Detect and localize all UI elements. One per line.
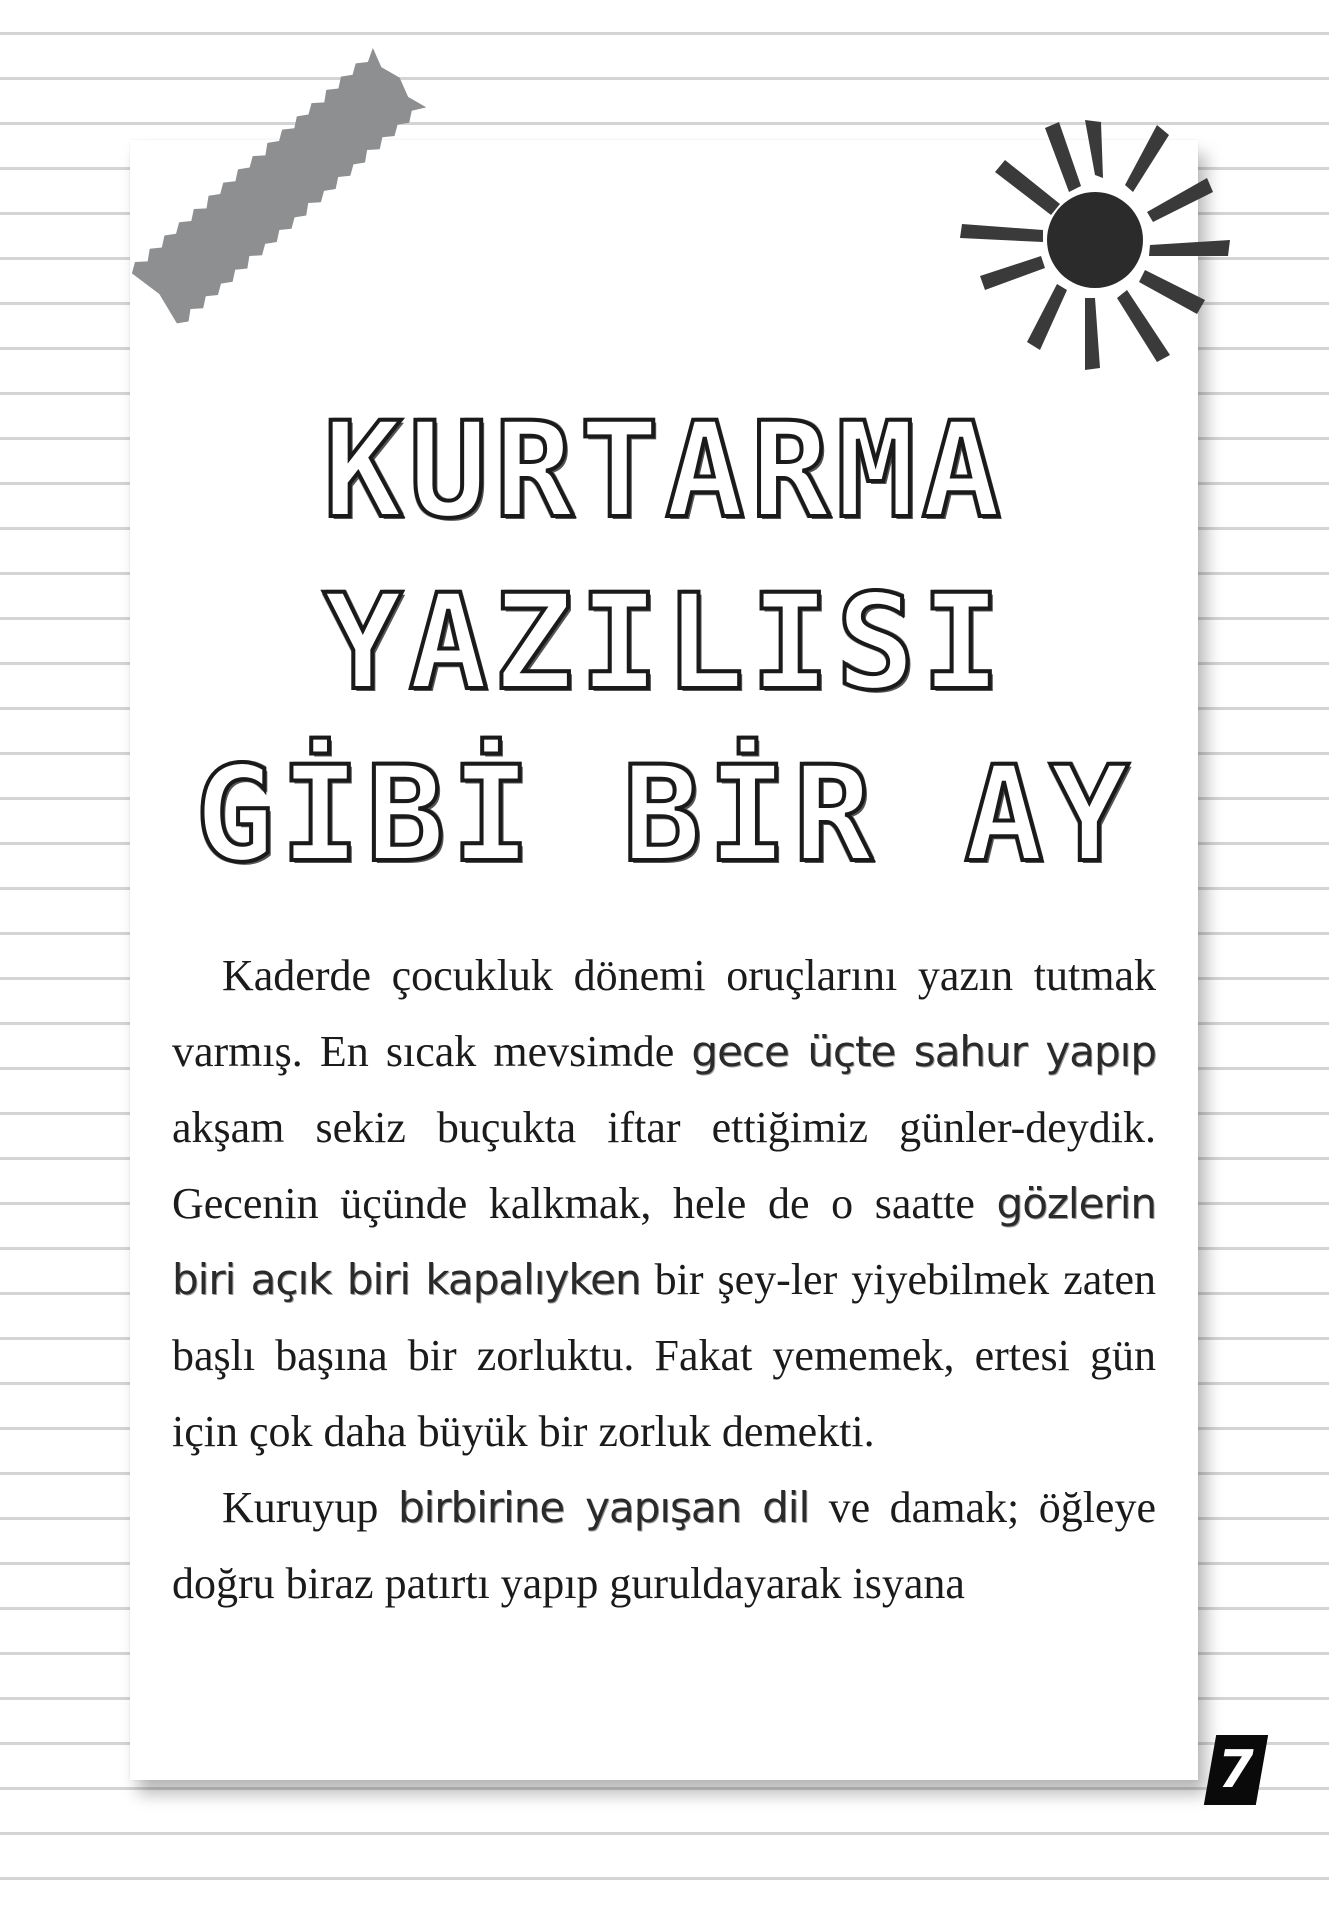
body-text	[172, 938, 1156, 1622]
page-number: 7	[1204, 1735, 1268, 1805]
paragraph-1-text-a: Kaderde çocukluk dönemi oruçlarını yazın tutmak varmış. En sıcak mevsimde	[172, 951, 1156, 1076]
sun-icon	[935, 100, 1235, 380]
handwritten-phrase-2: gözlerin biri açık biri kapalıyken	[172, 1179, 1156, 1304]
chapter-title	[170, 385, 1160, 901]
paragraph-1-text-c: bir şey-ler yiyebilmek zaten başlı başına bir zorluktu. Fakat yememek, ertesi gün için çok daha büyük bir zorluk demekti.	[172, 1255, 1157, 1456]
handwritten-phrase-3: birbirine yapışan dil	[397, 1483, 810, 1532]
paragraph-2	[172, 1470, 1156, 1622]
title-line-3: GİBİ BİR AY	[194, 738, 1136, 892]
paragraph-2-text-a: Kuruyup	[222, 1483, 398, 1532]
title-line-1: KURTARMA	[323, 394, 1007, 548]
handwritten-phrase-1: gece üçte sahur yapıp	[691, 1027, 1156, 1076]
paragraph-1-text-b: akşam sekiz buçukta iftar ettiğimiz günler-deydik. Gecenin üçünde kalkmak, hele de o saatte	[172, 1103, 1156, 1228]
title-line-2: YAZILISI	[323, 566, 1007, 720]
paragraph-1	[172, 938, 1156, 1470]
paragraph-2-text-b: ve damak; öğleye doğru biraz patırtı yapıp guruldayarak isyana	[172, 1483, 1156, 1608]
